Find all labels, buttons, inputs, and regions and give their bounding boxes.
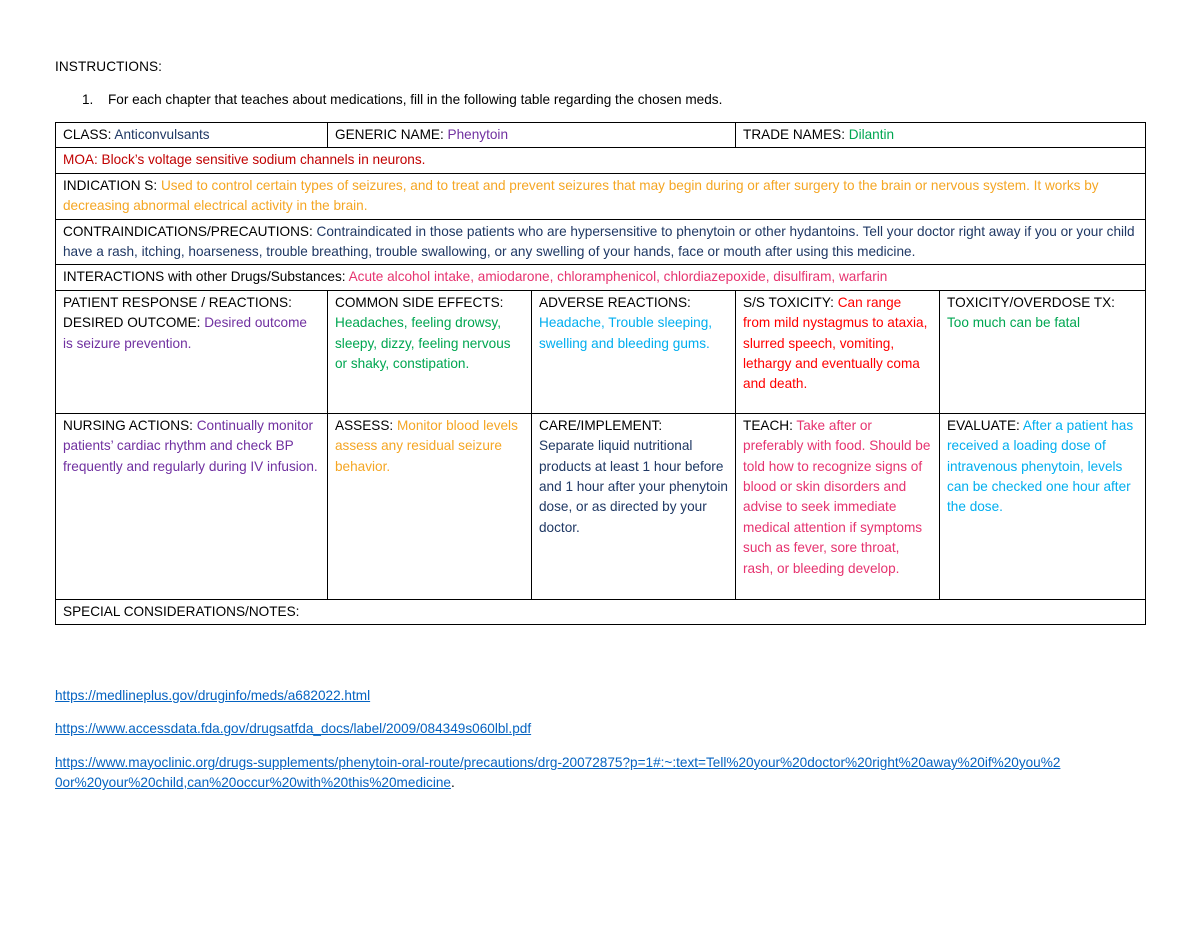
trade-names-label: TRADE NAMES:: [743, 127, 849, 142]
class-value: Anticonvulsants: [114, 127, 210, 142]
table-row: [56, 599, 1146, 624]
contraindications-cell: [56, 219, 1146, 265]
contraindications-label: CONTRAINDICATIONS/PRECAUTIONS:: [63, 223, 317, 239]
trailing-period: .: [450, 775, 455, 791]
trade-names-cell: [736, 123, 1146, 148]
side-effects-cell: [328, 290, 532, 413]
evaluate-label: EVALUATE:: [947, 417, 1023, 433]
patient-response-label: PATIENT RESPONSE / REACTIONS:: [63, 294, 292, 310]
link-row: [55, 753, 1065, 794]
table-row: [56, 173, 1146, 219]
table-row: [56, 148, 1146, 173]
teach-value: Take after or preferably with food. Should be told how to recognize signs of blood or skin disorders and advise to seek immediate medical attention if symptoms such as fever, sore throat, rash, or bleeding develop.: [743, 417, 931, 576]
medlineplus-link[interactable]: https://medlineplus.gov/druginfo/meds/a682022.html: [55, 688, 371, 703]
adverse-reactions-value: Headache, Trouble sleeping, swelling and bleeding gums.: [539, 315, 713, 351]
nursing-actions-label: NURSING ACTIONS:: [63, 417, 197, 433]
generic-name-label: GENERIC NAME:: [335, 127, 448, 142]
indications-value: Used to control certain types of seizures, and to treat and prevent seizures that may begin during or after surgery to the brain or nervous system. It works by decreasing abnormal electrical activity in the brain.: [63, 177, 1099, 214]
indications-label: INDICATION S:: [63, 177, 161, 193]
instructions-heading: INSTRUCTIONS:: [55, 59, 163, 74]
mayoclinic-link[interactable]: https://www.mayoclinic.org/drugs-supplements/phenytoin-oral-route/precautions/drg-20072875?p=1#:~:text=Tell%20your%20doctor%20right%20away%20if%20you%20or%20your%20child,can%20occur%20with%20this%20medicine: [55, 754, 1061, 791]
assess-value: Monitor blood levels assess any residual seizure behavior.: [335, 417, 518, 474]
care-implement-value: Separate liquid nutritional products at least 1 hour before and 1 hour after your phenytoin dose, or as directed by your doctor.: [539, 438, 728, 535]
table-row: [56, 123, 1146, 148]
class-label: CLASS:: [63, 127, 115, 142]
overdose-tx-label: TOXICITY/OVERDOSE TX:: [947, 294, 1115, 310]
adverse-reactions-cell: [532, 290, 736, 413]
medication-table: [55, 122, 1146, 625]
generic-name-value: Phenytoin: [447, 127, 509, 142]
adverse-reactions-label: ADVERSE REACTIONS:: [539, 294, 691, 310]
interactions-cell: [56, 265, 1146, 290]
toxicity-label: S/S TOXICITY:: [743, 294, 838, 310]
toxicity-value: Can range from mild nystagmus to ataxia, slurred speech, vomiting, lethargy and eventually coma and death.: [743, 294, 928, 392]
evaluate-value: After a patient has received a loading dose of intravenous phenytoin, levels can be checked one hour after the dose.: [947, 417, 1134, 515]
class-cell: [56, 123, 328, 148]
special-considerations-cell: SPECIAL CONSIDERATIONS/NOTES:: [56, 599, 1146, 624]
fda-label-link[interactable]: https://www.accessdata.fda.gov/drugsatfda_docs/label/2009/084349s060lbl.pdf: [55, 721, 532, 737]
desired-outcome-label: DESIRED OUTCOME:: [63, 315, 205, 331]
side-effects-value: Headaches, feeling drowsy, sleepy, dizzy, feeling nervous or shaky, constipation.: [335, 315, 511, 372]
evaluate-cell: [940, 413, 1146, 599]
assess-label: ASSESS:: [335, 417, 397, 433]
trade-names-value: Dilantin: [848, 127, 895, 142]
indications-cell: [56, 173, 1146, 219]
care-implement-label: CARE/IMPLEMENT:: [539, 417, 663, 433]
teach-cell: [736, 413, 940, 599]
desired-outcome-value: Desired outcome is seizure prevention.: [63, 315, 307, 351]
care-implement-cell: [532, 413, 736, 599]
side-effects-label: COMMON SIDE EFFECTS:: [335, 294, 504, 310]
table-row: [56, 265, 1146, 290]
assess-cell: [328, 413, 532, 599]
moa-cell: MOA: Block’s voltage sensitive sodium channels in neurons.: [56, 148, 1146, 173]
overdose-tx-value: Too much can be fatal: [947, 315, 1081, 331]
link-row: [55, 719, 1145, 739]
instruction-text: For each chapter that teaches about medications, fill in the following table regarding the chosen meds.: [108, 92, 723, 107]
contraindications-value: Contraindicated in those patients who are hypersensitive to phenytoin or other hydantoins. Tell your doctor right away if you or your child have a rash, itching, hoarseness, trouble breathing, trouble swallowing, or any swelling of your hands, face or mouth after using this medicine.: [63, 223, 1135, 260]
patient-response-cell: [56, 290, 328, 413]
table-row: [56, 219, 1146, 265]
table-row: [56, 290, 1146, 413]
overdose-tx-cell: [940, 290, 1146, 413]
interactions-label: INTERACTIONS with other Drugs/Substances:: [63, 269, 349, 285]
toxicity-cell: [736, 290, 940, 413]
instruction-list-item: [82, 92, 722, 107]
teach-label: TEACH:: [743, 417, 797, 433]
list-number: 1.: [82, 92, 94, 107]
link-row: [55, 686, 1145, 706]
nursing-actions-value: Continually monitor patients’ cardiac rhythm and check BP frequently and regularly during IV infusion.: [63, 417, 318, 474]
reference-links: [55, 686, 1145, 807]
generic-name-cell: [328, 123, 736, 148]
interactions-value: Acute alcohol intake, amiodarone, chloramphenicol, chlordiazepoxide, disulfiram, warfarin: [348, 269, 888, 285]
nursing-actions-cell: [56, 413, 328, 599]
table-row: [56, 413, 1146, 599]
